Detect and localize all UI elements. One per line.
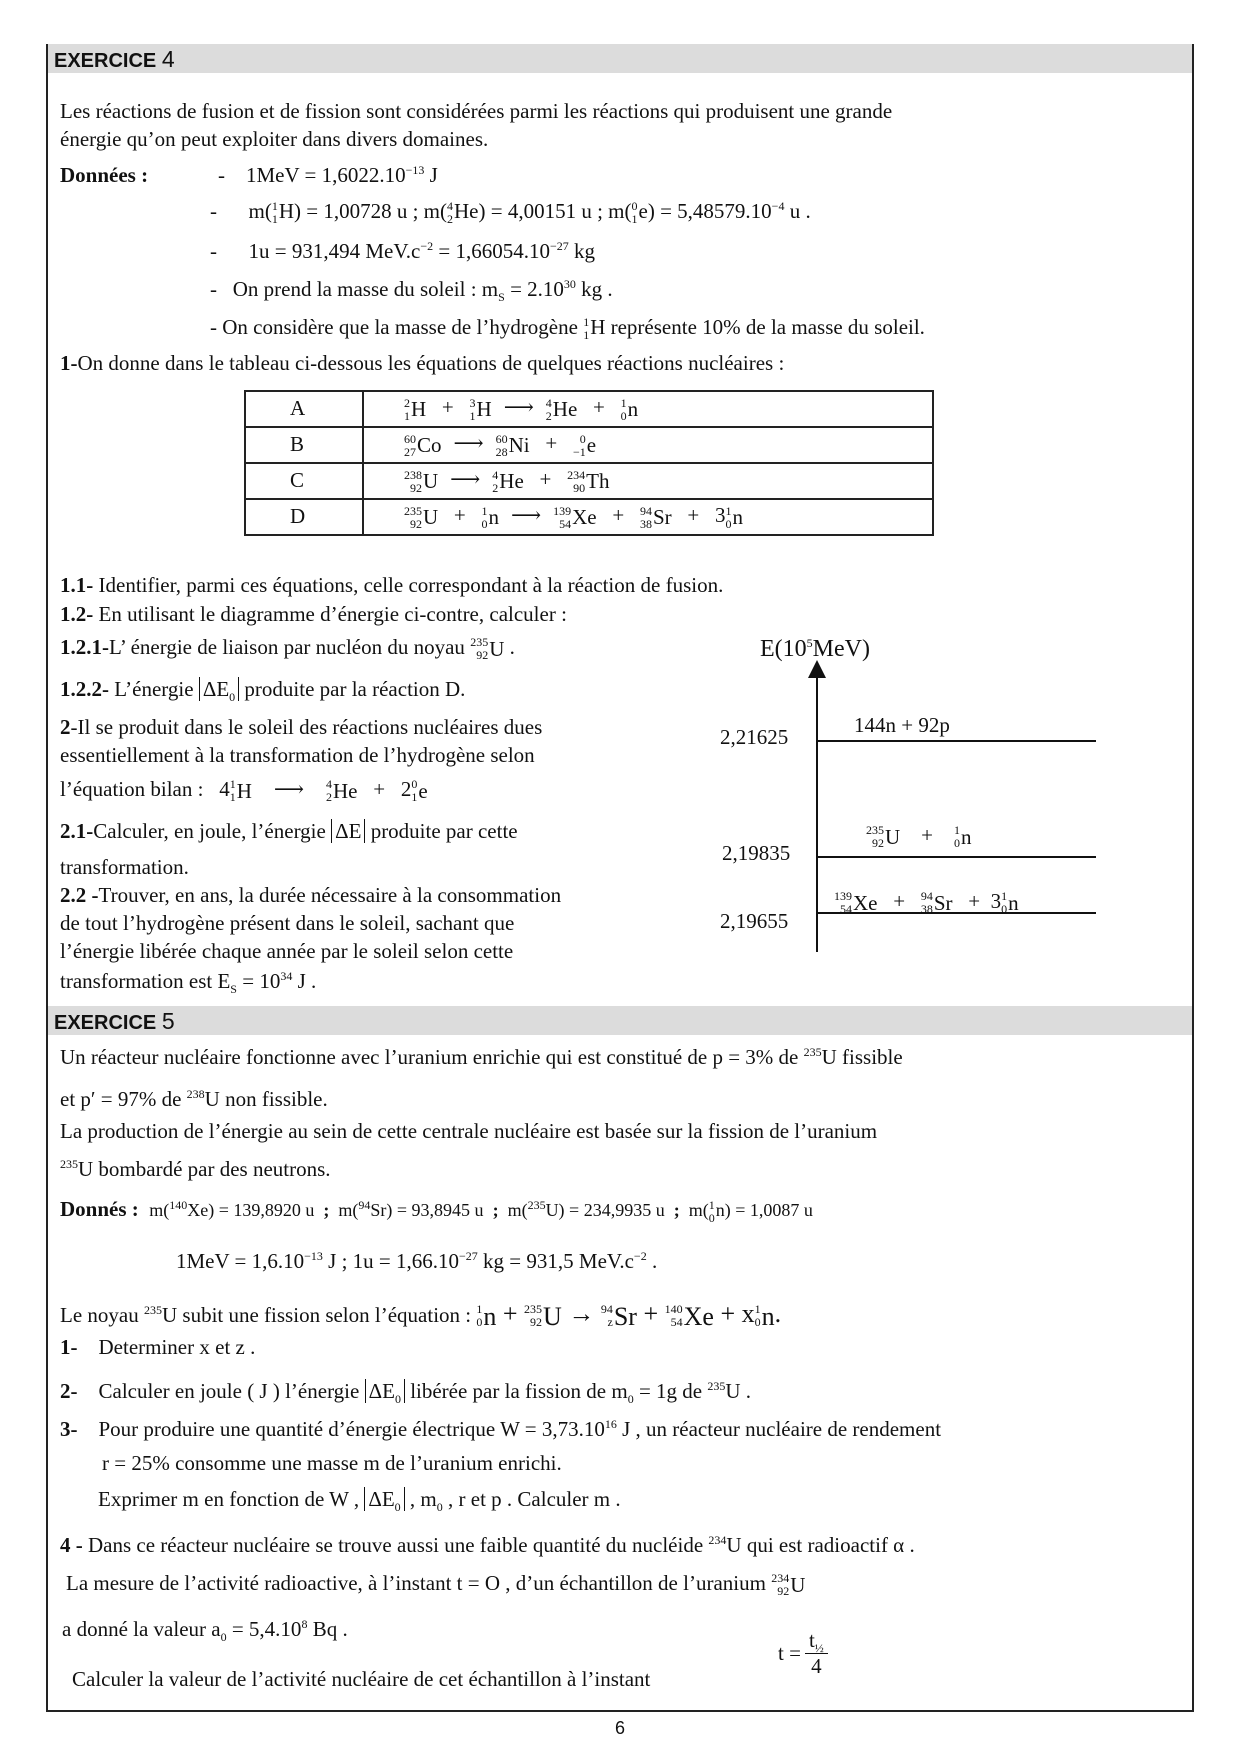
ex5-question-3-line-2: r = 25% consomme une masse m de l’uranium enrichi. [102,1451,562,1475]
question-2-line-1: 2-Il se produit dans le soleil des réactions nucléaires dues [60,715,543,739]
question-1-2: 1.2- En utilisant le diagramme d’énergie ci-contre, calculer : [60,602,567,626]
question-2-2-line-3: l’énergie libérée chaque année par le soleil selon cette [60,939,514,963]
data-hydrogen: - On considère que la masse de l’hydrogène 1 1 H représente 10% de la masse du soleil. [210,315,925,343]
question-1-2-2: 1.2.2- L’énergie $\Delta E_0$ produite par la réaction D. [60,677,466,705]
question-2-line-2: essentiellement à la transformation de l’hydrogène selon [60,743,535,767]
ex5-line-4: $^{235}$U bombardé par des neutrons. [60,1157,331,1181]
intro-line-2: énergie qu’on peut exploiter dans divers domaines. [60,127,489,151]
reaction-equation: 238 92 U ⟶ 4 2 He + 234 90 Th [363,463,933,499]
level-line [817,856,1096,858]
level-value: 2,19835 [722,841,791,865]
level-label: 139 54 Xe + 94 38 Sr + 3 1 0 n [834,889,1019,917]
question-2-1-line-2: transformation. [60,855,189,879]
ex5-data-constants: $1MeV = 1,6.10^{-13}$ J ; $1u = 1,66.10^{-27}$ kg = 931,5 $MeV.c^{-2}$ . [176,1249,658,1273]
ex5-fission-equation: Le noyau $^{235}$U subit une fission selon l’équation : 1 0 n + 235 92 U → 94 z Sr + 140 54 Xe + x 1 0 n. [60,1299,782,1331]
table-row [245,391,933,427]
question-2-1: 2.1-Calculer, en joule, l’énergie ΔE produite par cette [60,819,518,843]
donnees-label: Données : [60,163,149,187]
reaction-label: C [245,463,363,499]
page-number: 6 [614,1718,625,1738]
question-1-2-1: 1.2.1-L’ énergie de liaison par nucléon du noyau 235 92 U . [60,635,515,663]
ex5-line-3: La production de l’énergie au sein de cette centrale nucléaire est basée sur la fission de l’uranium [60,1119,878,1143]
question-2-2-line-1: 2.2 -Trouver, en ans, la durée nécessaire à la consommation [60,883,562,907]
exercise-word: EXERCICE [54,50,157,72]
reaction-label: A [245,391,363,427]
ex5-question-3-line-3: Exprimer m en fonction de W , $\Delta E_0$ , $m_0$ , r et p . Calculer m . [98,1487,621,1515]
ex5-question-3: 3- Pour produire une quantité d’énergie électrique $W = 3,73.10^{16}$ J , un réacteur nucléaire de rendement [60,1417,942,1441]
exercise-word: EXERCICE [54,1012,157,1034]
time-fraction: t = $\frac{t_{\frac{1}{2}}}{4}$ [778,1628,828,1679]
ex5-question-4-line-2: La mesure de l’activité radioactive, à l’instant t = O , d’un échantillon de l’uranium 234 92 U [66,1571,806,1599]
ex5-question-4-line-3: a donné la valeur $a_0 = 5,4.10^8$ Bq . [62,1617,348,1645]
level-label: 235 92 U + 1 0 n [866,823,972,851]
exercise-5-header [48,1006,1192,1035]
ex5-data-masses: Donnés : m($^{140}$Xe) = 139,8920 u ; m($^{94}$Sr) = 93,8945 u ; m($^{235}$U) = 234,9935 u ; m( 1 0 n) = 1,0087 u [60,1197,813,1225]
level-line [817,740,1096,742]
table-row [245,427,933,463]
question-2-2-line-2: de tout l’hydrogène présent dans le soleil, sachant que [60,911,515,935]
reaction-equation: 2 1 H + 3 1 H ⟶ 4 2 He + 1 0 n [363,391,933,427]
exercise-number: 4 [161,46,175,72]
data-masses: - m( 1 1 H) = 1,00728 u ; m( 4 2 He) = 4,00151 u ; m( 0 1 $e) = 5,48579.10^{-4}$ u . [210,199,811,227]
reaction-label: D [245,499,363,535]
ex5-line-1: Un réacteur nucléaire fonctionne avec l’uranium enrichie qui est constitué de p = 3% de $^{235}$U fissible [60,1045,903,1069]
exercise-4-header [48,44,1192,73]
question-2-2-line-4: transformation est $E_S = 10^{34}$ J . [60,969,317,997]
diagram-axis-label: $E(10^5MeV)$ [760,636,870,662]
question-1: 1-On donne dans le tableau ci-dessous les équations de quelques réactions nucléaires : [60,351,785,375]
ex5-question-2: 2- Calculer en joule ( J ) l’énergie $\Delta E_0$ libérée par la fission de $m_0 = 1g$ de $^{235}$U . [60,1379,752,1407]
data-mev: - $1MeV = 1,6022.10^{-13}$ J [218,163,438,187]
ex5-question-1: 1- Determiner x et z . [60,1335,256,1359]
ex5-question-4-line-4: Calculer la valeur de l’activité nucléaire de cet échantillon à l’instant [72,1667,651,1691]
reactions-table [244,390,934,536]
intro-line-1: Les réactions de fusion et de fission sont considérées parmi les réactions qui produisent une grande [60,99,893,123]
question-2-line-3: l’équation bilan : 4 1 1 H ⟶ 4 2 He + 2 0 1 e [60,777,428,805]
ex5-line-2: et p′ = 97% de $^{238}$U non fissible. [60,1087,328,1111]
data-sun-mass: - On prend la masse du soleil : $m_S = 2.10^{30}$ kg . [210,277,613,305]
reaction-equation: 235 92 U + 1 0 n ⟶ 139 54 Xe + 94 38 Sr + 3 1 0 n [363,499,933,535]
diagram-axis [816,664,818,952]
arrow-up-icon [808,660,826,678]
reaction-equation: 60 27 Co ⟶ 60 28 Ni + 0 −1 e [363,427,933,463]
reaction-label: B [245,427,363,463]
table-row [245,499,933,535]
level-value: 2,19655 [720,909,789,933]
table-row [245,463,933,499]
level-label: 144n + 92p [854,713,950,737]
exercise-number: 5 [161,1008,175,1034]
data-u: - 1u = 931,494 $MeV.c^{-2} = 1,66054.10^{-27}$ kg [210,239,596,263]
level-value: 2,21625 [720,725,789,749]
question-1-1: 1.1- Identifier, parmi ces équations, celle correspondant à la réaction de fusion. [60,573,724,597]
ex5-question-4: 4 - Dans ce réacteur nucléaire se trouve aussi une faible quantité du nucléide $^{234}$U qui est radioactif α . [60,1533,915,1557]
